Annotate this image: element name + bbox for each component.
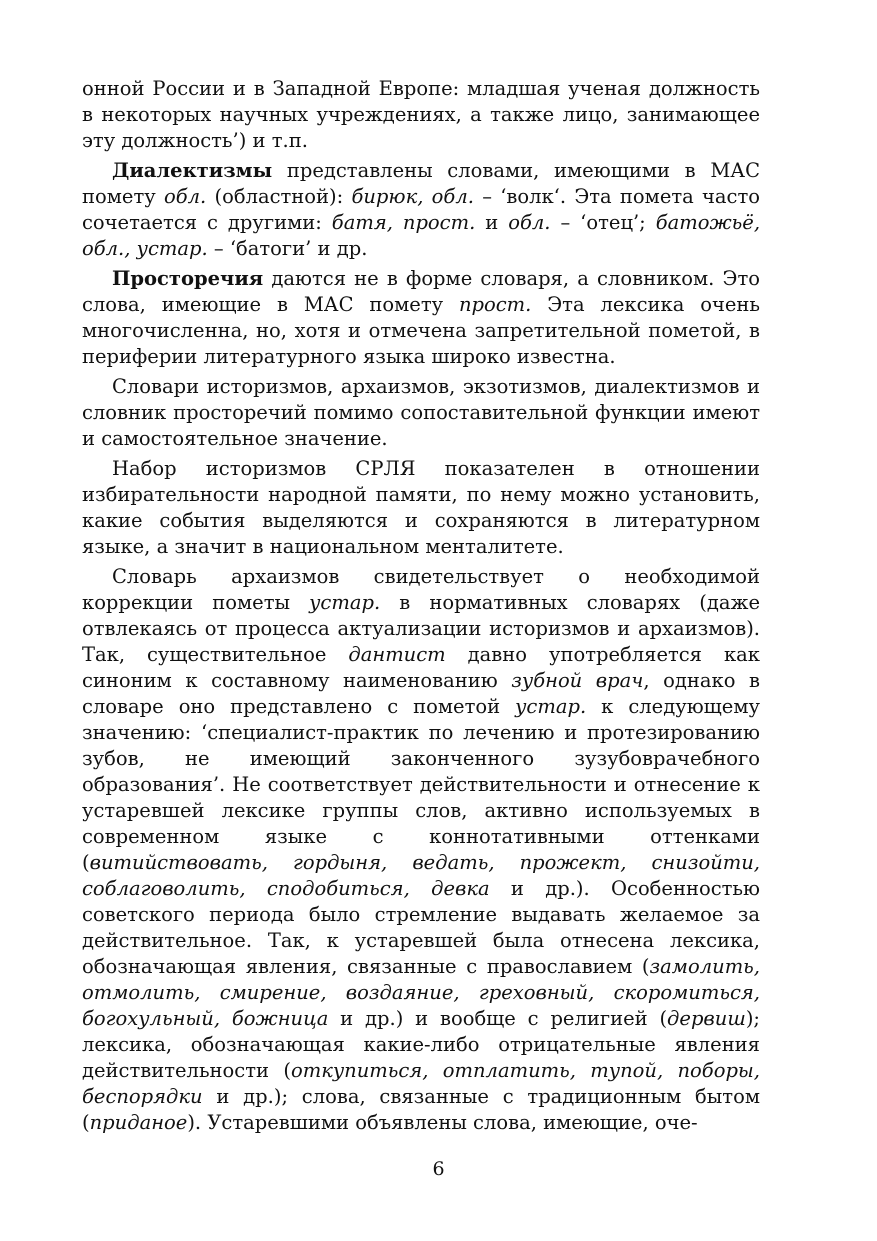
term-heading: Диалектизмы: [112, 159, 273, 182]
text-run: представлены словами, имеющими в МАС помету: [82, 159, 760, 208]
text-run: Набор историзмов СРЛЯ показателен в отношении избирательности народной памяти, по нему можно установить, какие события выделяются и сохраняются в литературном языке, а значит в национальном менталитете.: [82, 457, 760, 558]
italic-example: замолить, отмолить, смирение, воздаяние, греховный, скоромиться, богохульный, божница: [82, 955, 760, 1030]
text-run: к следующему значению: ‘специалист-практик по лечению и протезированию зубов, не имеющий законченного зузубоврачебного образования’. Не соответствует действительности и отнесение к устаревшей лексике группы слов, активно используемых в современном языке с коннотативными оттенками (: [82, 695, 760, 874]
text-run: Словари историзмов, архаизмов, экзотизмов, диалектизмов и словник просторечий помимо сопоставительной функции имеют и самостоятельное значение.: [82, 375, 760, 450]
page-body: [82, 76, 760, 1136]
text-run: и др.) и вообще с религией (: [328, 1007, 668, 1030]
text-run: и др.). Особенностью советского периода было стремление выдавать желаемое за действительное. Так, к устаревшей была отнесена лексика, обозначающая явления, связанные с православием (: [82, 877, 760, 978]
paragraph-dialectisms: [82, 158, 760, 262]
italic-example: бирюк, обл.: [351, 185, 474, 208]
paragraph-continuation: [82, 76, 760, 154]
text-run: (областной):: [206, 185, 352, 208]
italic-example: приданое: [89, 1111, 188, 1134]
italic-example: зубной врач: [511, 669, 644, 692]
text-run: Словарь архаизмов свидетельствует о необходимой коррекции пометы: [82, 565, 760, 614]
text-run: – ‘батоги’ и др.: [207, 237, 368, 260]
italic-example: обл.: [508, 211, 551, 234]
text-run: ). Устаревшими объявлены слова, имеющие, оче-: [187, 1111, 698, 1134]
italic-example: обл.: [163, 185, 207, 208]
italic-example: прост.: [458, 293, 532, 316]
italic-example: батя, прост.: [331, 211, 476, 234]
text-run: ); лексика, обозначающая какие-либо отрицательные явления действительности (: [82, 1007, 760, 1082]
text-run: давно употребляется как синоним к составному наименованию: [82, 643, 760, 692]
text-run: даются не в форме словаря, а словником. Это слова, имеющие в МАС помету: [82, 267, 760, 316]
italic-example: устар.: [309, 591, 381, 614]
paragraph-archaisms: [82, 564, 760, 1136]
italic-example: витийствовать, гордыня, ведать, прожект, снизойти, соблаговолить, сподобиться, девка: [82, 851, 760, 900]
paragraph-historicisms: [82, 456, 760, 560]
italic-example: дантист: [348, 643, 446, 666]
text-run: , однако в словаре оно представлено с пометой: [82, 669, 761, 718]
page-number: 6: [432, 1158, 445, 1180]
text-run: – ‘волк‘. Эта помета часто сочетается с другими:: [82, 185, 760, 234]
italic-example: откупиться, отплатить, тупой, поборы, беспорядки: [82, 1059, 761, 1108]
text-run: – ‘отец’;: [550, 211, 656, 234]
text-run: онной России и в Западной Европе: младшая ученая должность в некоторых научных учреждениях, а также лицо, занимающее эту должность’) и т.п.: [82, 77, 760, 152]
italic-example: устар.: [515, 695, 587, 718]
italic-example: батожьё, обл., устар.: [82, 211, 761, 260]
text-run: Эта лексика очень многочисленна, но, хотя и отмечена запретительной пометой, в периферии литературного языка широко известна.: [82, 293, 760, 368]
text-run: и др.); слова, связанные с традиционным бытом (: [82, 1085, 760, 1134]
paragraph-colloquialisms: [82, 266, 760, 370]
paragraph-dictionaries: [82, 374, 760, 452]
italic-example: дервиш: [667, 1007, 746, 1030]
term-heading: Просторечия: [112, 267, 264, 290]
text-run: и: [475, 211, 509, 234]
text-run: в нормативных словарях (даже отвлекаясь от процесса актуализации историзмов и архаизмов). Так, существительное: [82, 591, 760, 666]
